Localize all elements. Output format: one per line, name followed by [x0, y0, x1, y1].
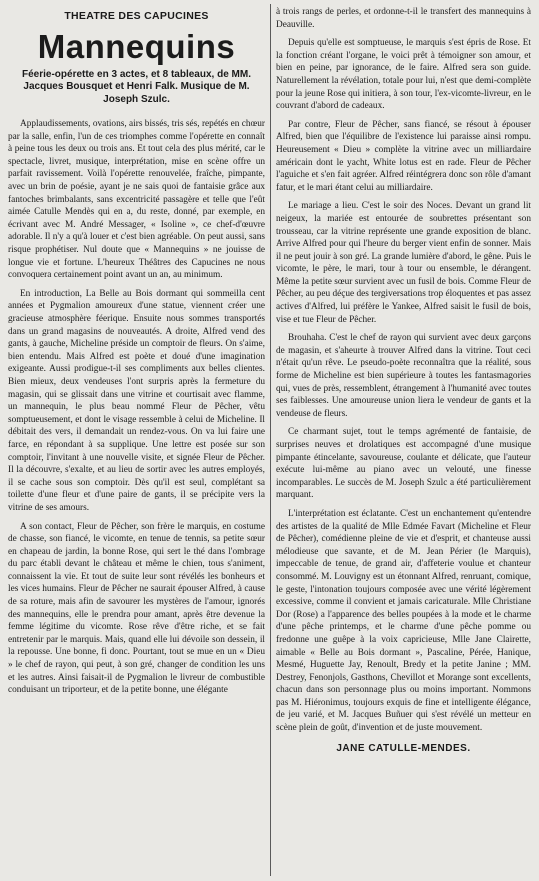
- paragraph: à trois rangs de perles, et ordonne-t-il le transfert des mannequins à Deauville.: [276, 7, 531, 30]
- article-title: Mannequins: [37, 27, 236, 65]
- author-signature: JANE CATULLE-MENDES.: [336, 742, 471, 754]
- paragraph: Ce charmant sujet, tout le temps agrémenté de fantaisie, de surprises neuves et drolatiques est accompagné d'une musique pimpante étincelante, savoureuse, coulante et délicate, que l'auteur exécute lui-même au piano avec un velouté, une finesse incomparables. Le succès de M. Joseph Szulc a été particulièrement marquant.: [276, 427, 531, 501]
- paragraph: Par contre, Fleur de Pêcher, sans fiancé, se résout à épouser Alfred, bien que l'équilibre de l'existence lui paraisse ainsi rompu. Heureusement « Dieu » complète la vitrine avec un milliardaire américain dont le yacht, White lotus est en rade. Fleur de Pêcher l'aguiche et s'en fait agréer. Alfred réintégrera donc son rôle d'amant fatur, et le mari étant celui au milliardaire.: [276, 119, 531, 193]
- column-divider: [270, 4, 271, 876]
- paragraph: Le mariage a lieu. C'est le soir des Noces. Devant un grand lit neigeux, la mariée est entourée de soubrettes présentant son trousseau, car la vitrine représente une grande exposition de blanc. Arrive Alfred pour qui l'heure du berger vient enfin de sonner. Mais il ne peut jouir à son gré. La grande lumière d'abord, le gêne. Puis le vicomte, le père, le mari, tour à tour ou ensemble, le dérangent. Même la petite sœur survient avec un fusil de bois. Comme Fleur de Pêcher, au peu déçue des tergiversations trop éloquentes et pas assez actives d'Alfred, lui préfère le Yankee, Alfred saisit le fusil de bois, vise et tue Fleur de Pêcher.: [276, 201, 531, 325]
- paragraph: A son contact, Fleur de Pêcher, son frère le marquis, en costume de chasse, son fiancé, le vicomte, en tenue de tennis, sa petite sœur en chapeau de jardin, la bonne Rose, qui sert le thé dans l'ombrage du parc établi devant le château et même le chien, tous s'animent, connaissent la vie. Et tout de suite leur sont révélés les bonheurs et les vices humains. Fleur de Pêcher ne saurait épouser Alfred, à cause de sa roture, mais afin de savourer les mystères de l'amour, ignorés des mannequins, elle le prendra pour amant, après être devenue la femme légitime du vicomte. Rose rêve d'être riche, et se fait entretenir par le marquis. Mais, quand elle lui dévoile son dessein, il la repousse. Une bonne, fi donc. Pourtant, tout se mue en un « Dieu » le chef de rayon, qui peut, à son gré, changer de condition les uns et les autres. Ainsi faisait-il de Pygmalion le livreur de combustible conduisant un triporteur, et de la petite bonne, une élégante: [8, 521, 265, 696]
- right-column: [276, 6, 531, 876]
- article-subtitle: Féerie-opérette en 3 actes, et 8 tableaux, de MM. Jacques Bousquet et Henri Falk. Musique de M. Joseph Szulc.: [22, 68, 251, 105]
- paragraph: L'interprétation est éclatante. C'est un enchantement qu'entendre des artistes de la qualité de Mlle Edmée Favart (Micheline et Fleur de Pêcher), comédienne pleine de vie et d'esprit, et chanteuse aussi mélodieuse que savante, et de M. Jean Périer (le Marquis), impeccable de tenue, de grand air, d'affeterie voulue et chanteur consommé. M. Louvigny est un étonnant Alfred, renruant, comique, le geste, l'intonation toujours composée avec une vérité légèrement excessive, comme il convient et jamais caricaturale. Mlle Christiane Dor (Rose) a l'apparence des belles poupées à la mode et le charme d'une pêche printemps, et le charme d'une pêche pomme ou fredonne une guêpe à la voix capricieuse, Mlle Jane Clairette, aimable « Belle au Bois dormant », Pascaline, Pérée, Hanique, Mesmé, Huguette Jay, Renoult, Bredy et la petite Janine ; MM. Destrey, Fenonjols, Gasthons, Chevillot et Morange sont excellents, chacun dans son personnage plus ou moins important. Nommons pas M. Hiéronimus, toujours exquis de fine et intelligente élégance, de jeu varié, et M. Jacques Buñuer qui s'est révélé un metteur en scène plein de goût, d'invention et de juste mouvement.: [276, 508, 531, 734]
- theatre-name: THEATRE DES CAPUCINES: [64, 10, 209, 22]
- paragraph: Brouhaha. C'est le chef de rayon qui survient avec deux garçons de magasin, et s'aheurte à trouver Alfred dans la vitrine. Tout ceci n'était qu'un rêve. Le pseudo-poète reconnaîtra que la réalité, sous forme de Micheline est bien supérieure à toutes les fantasmagories qui, vues de près, ressemblent, étrangement à l'humanité avec toutes ses faiblesses. Une amoureuse union liera le vendeur de gants et la vendeuse de fleurs.: [276, 333, 531, 419]
- paragraph: Applaudissements, ovations, airs bissés, tris sés, repétés en chœur par la salle, enfin, l'un de ces triomphes comme l'opérette en connaît à peine tous les deux ou trois ans. Et tout cela des plus mérité, car le spectacle, livret, musique, interprétation, mise en scène offre un parfait ravissement. Voilà l'opérette renouvelée, fraîche, pimpante, avec un brin de poésie, ayant je ne sais quoi de fantaisie grâce aux fantoches brimbalants, sans excentricité passagère et telle que l'eût aimée Catulle Mendès qui en a, du reste, donné, par exemple, en écrivant avec M. André Messager, « Isoline », ce chef-d'œuvre adorable. Il n'y a qu'à louer et c'est bien agréable. On peut aussi, sans risque prophétiser. Nul doute que « Mannequins » ne jouisse de longue vie et fortune. L'heureux Théâtres des Capucines ne nous convoquera certainement point avant un an, au minimum.: [8, 119, 265, 281]
- paragraph: Depuis qu'elle est somptueuse, le marquis s'est épris de Rose. Et la fonction créant l'organe, le voici prêt à témoigner son amour, et bien en peine, par ignorance, de le faire. Alfred sera son guide. Naturellement la révélation, totale pour lui, n'est que demi-complète pour la jeune Rose qui initiera, à son tour, l'ex-vicomte-livreur, en le couvrant d'abord de cadeaux.: [276, 38, 531, 112]
- paragraph: En introduction, La Belle au Bois dormant qui sommeilla cent années et Pygmalion amoureux d'une statue, viennent créer une gracieuse atmosphère féerique. Ensuite nous sommes transportés dans un grand magasins de nouveautés. A droite, Alfred vend des gants, à gauche, Micheline préside un comptoir de fleurs. On s'aime, bien entendu. Mais Alfred est poète et doué d'une imagination exigeante. Aussi prodigue-t-il ses compliments aux belles clientes. Bien mieux, deux vendeuses l'ont surpris après la fermeture du magasin, qui se glissait dans une vitrine et courtisait avec flamme, un mannequin, le plus beau nommé Fleur de Pêcher, vêtu somptueusement, et dont le visage ressemble à celui de Micheline. Il débitait des vers, il demandait un rendez-vous. On va lui faire une farce, en répondant à sa supplique. Une lettre est posée sur son comptoir, l'invitant à une nouvelle visite, et signée Fleur de Pêcher. Il la découvre, s'exalte, et au lieu de sortir avec les autres employés, il se cache sous son comptoir. Dès qu'il est seul, complétant sa toilette d'une fleur et d'une paire de gants, il se précipite vers la vitrine de ses amours.: [8, 288, 265, 513]
- left-column: [8, 6, 265, 876]
